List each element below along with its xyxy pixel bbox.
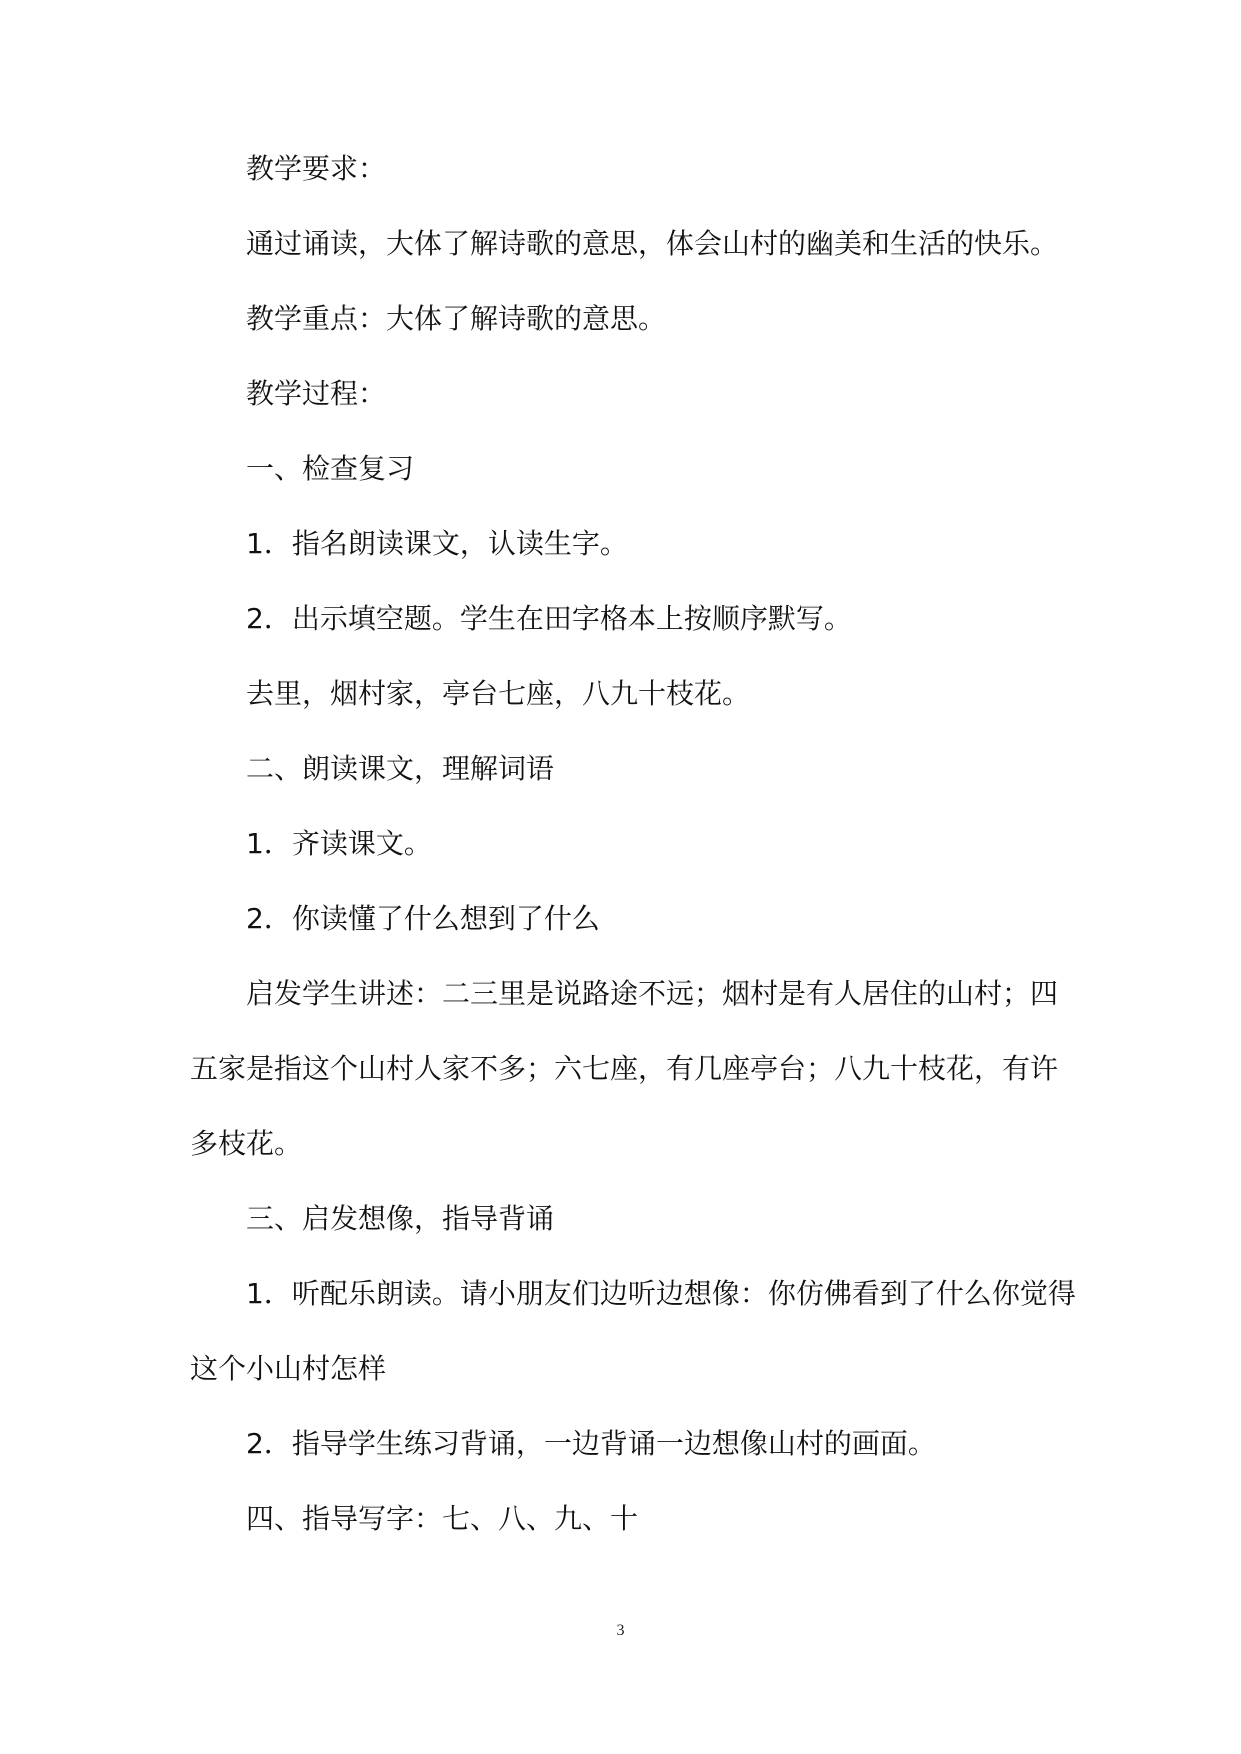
paragraph-teaching-focus: 教学重点：大体了解诗歌的意思。 xyxy=(246,302,667,335)
paragraph-student-explanation: 启发学生讲述：二三里是说路途不远；烟村是有人居住的山村；四五家是指这个山村人家不多；六七座，有几座亭台；八九十枝花，有许多枝花。 xyxy=(190,977,1059,1160)
list-item-imagination-2: 2．指导学生练习背诵，一边背诵一边想像山村的画面。 xyxy=(246,1427,936,1460)
section-heading-writing: 四、指导写字：七、八、九、十 xyxy=(246,1502,639,1535)
paragraph-fill-in-blank: 去里，烟村家，亭台七座，八九十枝花。 xyxy=(246,677,751,710)
paragraph-teaching-requirements: 通过诵读，大体了解诗歌的意思，体会山村的幽美和生活的快乐。 xyxy=(246,227,1059,260)
list-item-review-2: 2．出示填空题。学生在田字格本上按顺序默写。 xyxy=(246,602,852,635)
paragraph-teaching-requirements-heading: 教学要求： xyxy=(246,152,387,185)
list-item-review-1: 1．指名朗读课文，认读生字。 xyxy=(246,527,628,560)
list-item-reading-1: 1．齐读课文。 xyxy=(246,827,432,860)
section-heading-review: 一、检查复习 xyxy=(246,452,415,485)
section-heading-imagination: 三、启发想像，指导背诵 xyxy=(246,1202,555,1235)
list-item-reading-2: 2．你读懂了什么想到了什么 xyxy=(246,902,600,935)
page-number: 3 xyxy=(616,1622,625,1639)
paragraph-teaching-process-heading: 教学过程： xyxy=(246,377,387,410)
list-item-imagination-1: 1．听配乐朗读。请小朋友们边听边想像：你仿佛看到了什么你觉得这个小山村怎样 xyxy=(190,1277,1076,1385)
section-heading-reading: 二、朗读课文，理解词语 xyxy=(246,752,555,785)
